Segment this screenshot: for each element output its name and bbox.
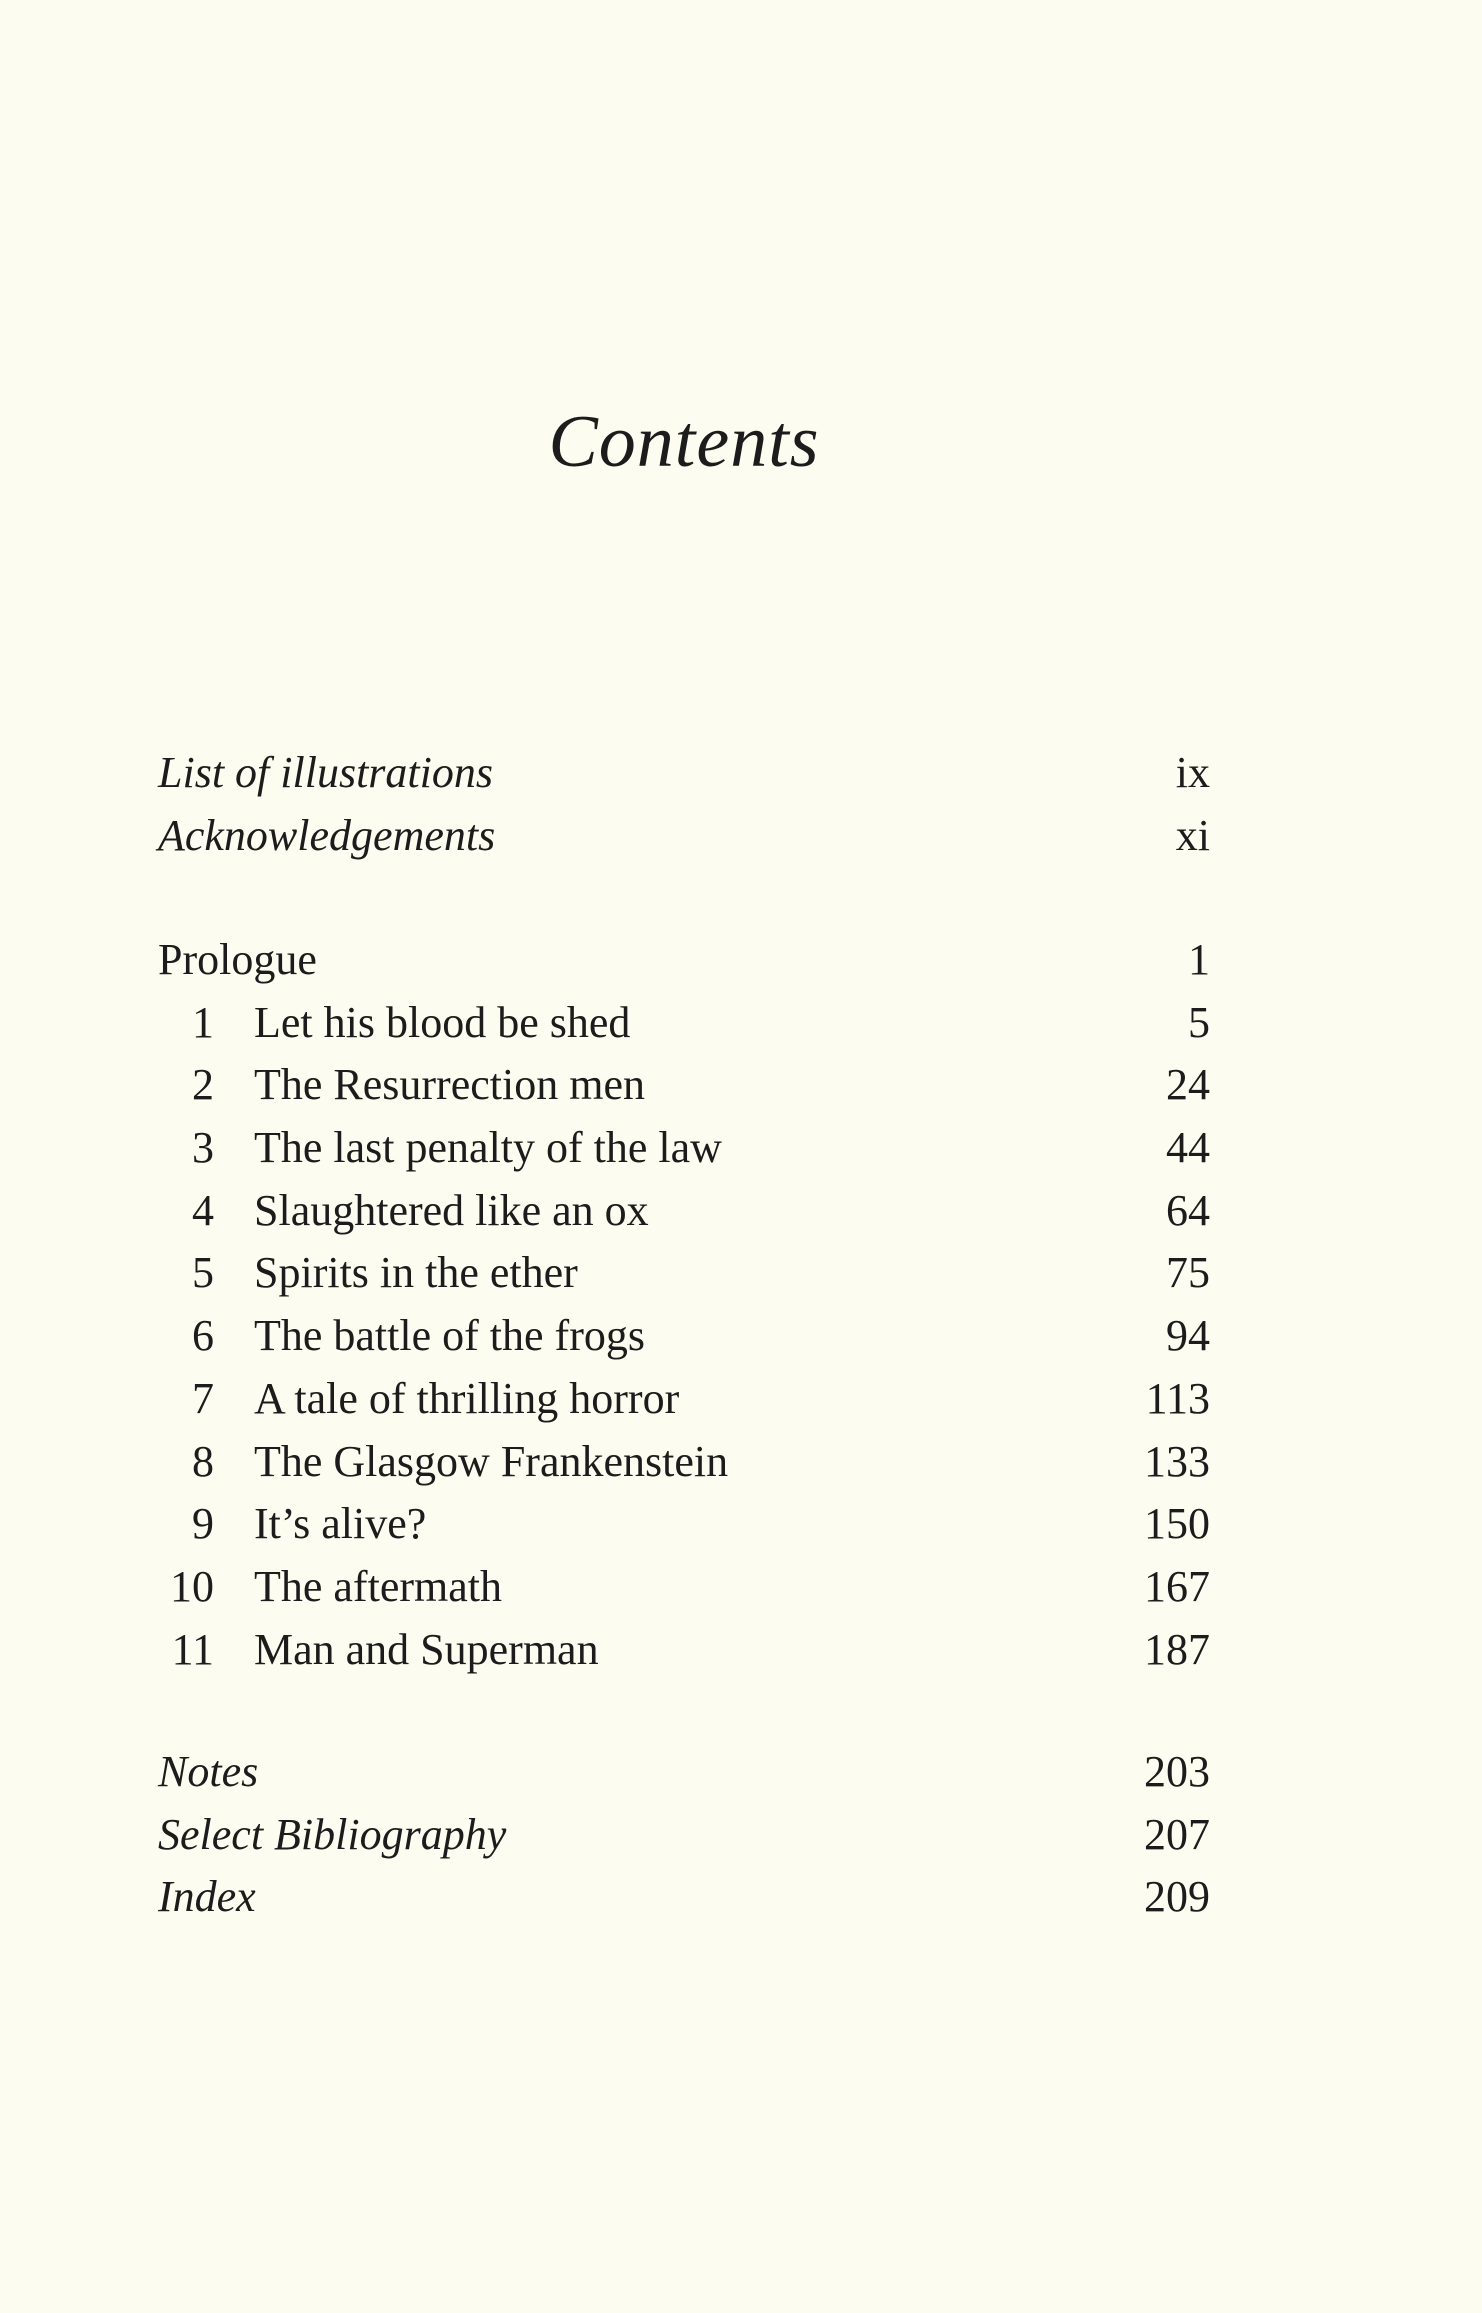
toc-entry-select-bibliography <box>158 1804 1210 1867</box>
chapter-number: 6 <box>192 1311 214 1361</box>
back-matter-list <box>158 1741 1210 1929</box>
chapter-title: The Resurrection men <box>254 1060 645 1110</box>
toc-entry-prologue <box>158 929 1210 992</box>
toc-entry-chapter-11 <box>158 1619 1210 1682</box>
toc-entry-chapter-7 <box>158 1368 1210 1431</box>
chapter-title: The aftermath <box>254 1561 502 1611</box>
chapter-title: Let his blood be shed <box>254 997 631 1047</box>
toc-entry-chapter-8 <box>158 1431 1210 1494</box>
chapter-title: The battle of the frogs <box>254 1311 645 1361</box>
toc-entry-label: List of illustrations <box>158 748 493 797</box>
chapter-page: 167 <box>1144 1561 1210 1611</box>
chapter-list <box>158 929 1210 1681</box>
chapter-page: 113 <box>1145 1373 1210 1423</box>
toc-entry-chapter-6 <box>158 1305 1210 1368</box>
chapter-page: 5 <box>1188 997 1210 1047</box>
chapter-page: 150 <box>1144 1499 1210 1549</box>
front-matter-list <box>158 742 1210 867</box>
toc-entry-list-of-illustrations <box>158 742 1210 805</box>
toc-entry-acknowledgements <box>158 805 1210 868</box>
chapter-page: 94 <box>1166 1311 1210 1361</box>
toc-entry-chapter-2 <box>158 1054 1210 1117</box>
toc-entry-label: Select Bibliography <box>158 1809 507 1859</box>
chapter-page: 187 <box>1144 1624 1210 1674</box>
chapter-number: 2 <box>192 1060 214 1110</box>
chapter-number: 5 <box>192 1248 214 1298</box>
toc-entry-chapter-10 <box>158 1556 1210 1619</box>
chapter-number: 1 <box>192 997 214 1047</box>
chapter-title: The Glasgow Frankenstein <box>254 1436 729 1486</box>
toc-entry-page: 203 <box>1144 1747 1210 1796</box>
chapter-number: 7 <box>192 1373 214 1423</box>
chapter-page: 75 <box>1166 1248 1210 1298</box>
chapter-page: 24 <box>1166 1060 1210 1110</box>
toc-entry-page: ix <box>1175 748 1210 797</box>
chapter-title: Slaughtered like an ox <box>254 1185 649 1235</box>
toc-entry-chapter-3 <box>158 1117 1210 1180</box>
chapter-number: 4 <box>192 1185 214 1235</box>
toc-entry-chapter-1 <box>158 992 1210 1055</box>
chapter-number: 8 <box>192 1436 214 1486</box>
chapter-title: It’s alive? <box>254 1499 427 1549</box>
toc-entry-page: 1 <box>1188 935 1210 984</box>
toc-entry-notes <box>158 1741 1210 1804</box>
chapter-number: 11 <box>171 1624 214 1674</box>
chapter-number: 10 <box>170 1561 214 1611</box>
toc-entry-page: 209 <box>1144 1872 1210 1922</box>
chapter-title: A tale of thrilling horror <box>254 1373 680 1423</box>
chapter-page: 64 <box>1166 1185 1210 1235</box>
toc-entry-label: Index <box>158 1872 256 1922</box>
toc-entry-page: xi <box>1175 810 1210 860</box>
chapter-number: 3 <box>192 1123 214 1173</box>
chapter-number: 9 <box>192 1499 214 1549</box>
page-title: Contents <box>548 401 820 483</box>
chapter-page: 133 <box>1144 1436 1210 1486</box>
toc-entry-label: Prologue <box>158 935 317 984</box>
toc-entry-chapter-5 <box>158 1242 1210 1305</box>
toc-entry-page: 207 <box>1144 1809 1210 1859</box>
toc-entry-chapter-9 <box>158 1493 1210 1556</box>
chapter-title: Man and Superman <box>254 1624 599 1674</box>
toc-entry-label: Acknowledgements <box>158 810 496 860</box>
toc-entry-label: Notes <box>158 1747 259 1796</box>
toc-entry-index <box>158 1866 1210 1929</box>
toc-entry-chapter-4 <box>158 1180 1210 1243</box>
chapter-title: The last penalty of the law <box>254 1123 722 1173</box>
chapter-title: Spirits in the ether <box>254 1248 578 1298</box>
chapter-page: 44 <box>1166 1123 1210 1173</box>
